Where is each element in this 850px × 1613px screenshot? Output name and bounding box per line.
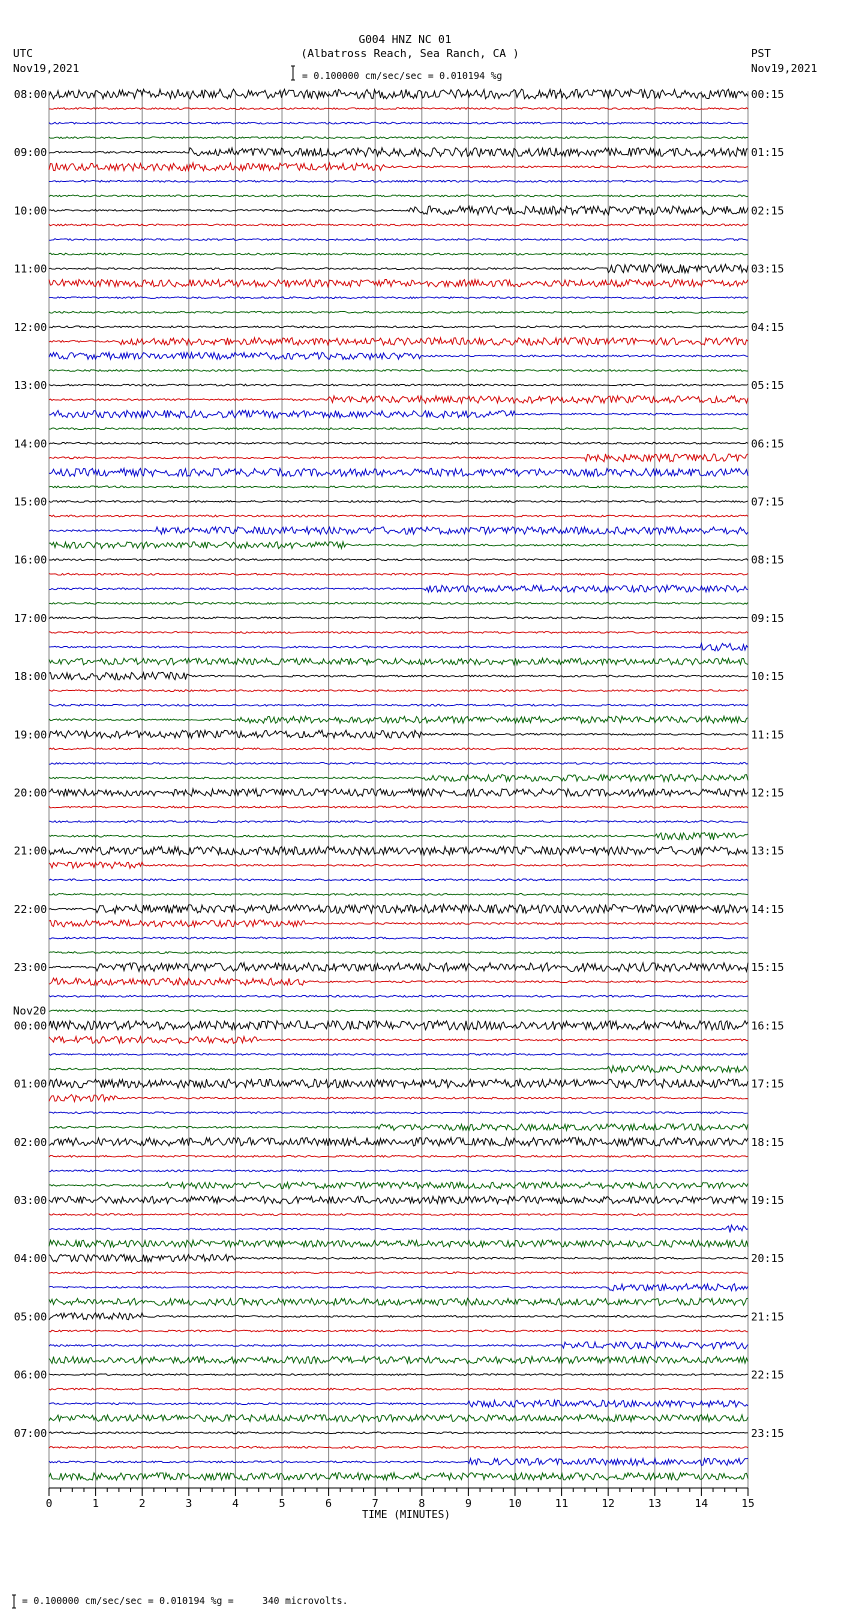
trace-line xyxy=(49,297,748,299)
trace-line xyxy=(49,1196,748,1203)
trace-line xyxy=(49,690,748,692)
trace-line xyxy=(49,515,748,517)
trace-line xyxy=(49,937,748,939)
x-tick-label: 9 xyxy=(465,1497,472,1510)
pst-hour-label: 23:15 xyxy=(751,1426,785,1440)
pst-hour-label: 00:15 xyxy=(751,88,785,101)
x-tick-label: 0 xyxy=(45,1497,53,1510)
trace-line xyxy=(49,1021,748,1030)
x-tick-label: 11 xyxy=(554,1497,569,1510)
trace-line xyxy=(49,763,748,765)
utc-hour-label: 03:00 xyxy=(13,1193,47,1207)
pst-hour-label: 01:15 xyxy=(751,146,785,160)
pst-hour-label: 19:15 xyxy=(751,1193,785,1207)
trace-line xyxy=(49,1446,748,1448)
right-timezone: PST xyxy=(751,47,771,60)
trace-line xyxy=(49,1432,748,1434)
utc-hour-label: 08:00 xyxy=(13,88,47,101)
trace-line xyxy=(49,920,748,927)
trace-line xyxy=(49,833,748,840)
utc-hour-label: 22:00 xyxy=(13,902,47,916)
pst-hour-label: 16:15 xyxy=(751,1019,785,1033)
trace-line xyxy=(49,730,748,738)
pst-hour-label: 22:15 xyxy=(751,1368,785,1382)
footer-scale-note: = 0.100000 cm/sec/sec = 0.010194 %g = 340 microvolts. xyxy=(22,1596,349,1607)
trace-line xyxy=(49,1374,748,1376)
utc-hour-label: 23:00 xyxy=(13,961,47,975)
trace-line xyxy=(49,1095,748,1102)
trace-line xyxy=(49,995,748,997)
trace-line xyxy=(49,148,748,157)
x-tick-label: 6 xyxy=(325,1497,332,1510)
trace-line xyxy=(49,862,748,869)
trace-line xyxy=(49,1054,748,1056)
trace-line xyxy=(49,1124,748,1131)
trace-line xyxy=(49,1066,748,1073)
trace-line xyxy=(49,486,748,488)
utc-hour-label: 19:00 xyxy=(13,728,47,742)
station-title: G004 HNZ NC 01 xyxy=(358,33,452,46)
trace-line xyxy=(49,643,748,650)
trace-line xyxy=(49,410,748,418)
trace-line xyxy=(49,632,748,634)
utc-hour-label: 02:00 xyxy=(13,1135,47,1149)
trace-line xyxy=(49,1255,748,1262)
trace-line xyxy=(49,879,748,881)
trace-line xyxy=(49,1272,748,1274)
trace-line xyxy=(49,122,748,124)
trace-line xyxy=(49,894,748,896)
pst-hour-label: 21:15 xyxy=(751,1310,785,1324)
utc-hour-label: 05:00 xyxy=(13,1310,47,1324)
trace-line xyxy=(49,1036,748,1043)
trace-line xyxy=(49,704,748,706)
trace-line xyxy=(49,224,748,226)
pst-hour-label: 14:15 xyxy=(751,902,785,916)
trace-line xyxy=(49,370,748,372)
trace-line xyxy=(49,617,748,619)
trace-line xyxy=(49,789,748,796)
pst-hour-label: 02:15 xyxy=(751,204,785,218)
utc-hour-label: 13:00 xyxy=(13,379,47,393)
pst-hour-label: 03:15 xyxy=(751,262,785,276)
pst-hour-label: 18:15 xyxy=(751,1135,785,1149)
trace-line xyxy=(49,602,748,604)
right-date: Nov19,2021 xyxy=(751,62,818,75)
x-tick-label: 14 xyxy=(694,1497,709,1510)
x-tick-label: 8 xyxy=(418,1497,426,1510)
x-tick-label: 7 xyxy=(371,1497,379,1510)
trace-line xyxy=(49,180,748,182)
trace-line xyxy=(49,1284,748,1291)
utc-hour-label: 16:00 xyxy=(13,553,47,567)
trace-line xyxy=(49,468,748,476)
utc-hour-label: 21:00 xyxy=(13,844,47,858)
trace-line xyxy=(49,253,748,255)
pst-hour-label: 04:15 xyxy=(751,320,785,334)
trace-line xyxy=(49,585,748,592)
trace-line xyxy=(49,206,748,215)
trace-line xyxy=(49,1010,748,1012)
x-tick-label: 5 xyxy=(278,1497,286,1510)
scale-text: = 0.100000 cm/sec/sec = 0.010194 %g xyxy=(302,71,503,82)
trace-line xyxy=(49,1240,748,1247)
trace-line xyxy=(49,559,748,561)
utc-hour-label: 11:00 xyxy=(13,262,47,276)
trace-line xyxy=(49,658,748,665)
trace-line xyxy=(49,195,748,197)
trace-line xyxy=(49,1473,748,1481)
utc-hour-label: 18:00 xyxy=(13,670,47,684)
trace-line xyxy=(49,1458,748,1465)
pst-hour-label: 12:15 xyxy=(751,786,785,800)
trace-line xyxy=(49,774,748,781)
x-tick-label: 4 xyxy=(232,1497,239,1510)
trace-line xyxy=(49,454,748,462)
utc-hour-label: 00:00 xyxy=(13,1019,47,1033)
trace-line xyxy=(49,1400,748,1407)
trace-line xyxy=(49,1225,748,1232)
x-tick-label: 12 xyxy=(601,1497,615,1510)
station-location: (Albatross Reach, Sea Ranch, CA ) xyxy=(300,47,520,60)
utc-hour-label: 06:00 xyxy=(13,1368,47,1382)
trace-line xyxy=(49,1138,748,1146)
trace-line xyxy=(49,847,748,855)
trace-line xyxy=(49,338,748,346)
pst-hour-label: 13:15 xyxy=(751,844,785,858)
pst-hour-label: 10:15 xyxy=(751,670,785,684)
trace-line xyxy=(49,137,748,139)
trace-line xyxy=(49,573,748,575)
trace-line xyxy=(49,905,748,914)
trace-line xyxy=(49,501,748,503)
x-tick-label: 15 xyxy=(741,1497,755,1510)
utc-hour-label: 20:00 xyxy=(13,786,47,800)
trace-line xyxy=(49,672,748,680)
x-axis-label: TIME (MINUTES) xyxy=(362,1509,451,1521)
trace-line xyxy=(49,1415,748,1422)
pst-hour-label: 09:15 xyxy=(751,611,785,625)
x-tick-label: 3 xyxy=(185,1497,193,1510)
trace-line xyxy=(49,806,748,808)
pst-hour-label: 05:15 xyxy=(751,379,785,393)
utc-hour-label: 10:00 xyxy=(13,204,47,218)
trace-line xyxy=(49,280,748,287)
trace-line xyxy=(49,239,748,241)
trace-line xyxy=(49,1388,748,1390)
pst-hour-label: 15:15 xyxy=(751,961,785,975)
trace-line xyxy=(49,264,748,273)
trace-line xyxy=(49,1342,748,1349)
trace-line xyxy=(49,1313,748,1320)
pst-hour-label: 11:15 xyxy=(751,728,785,742)
utc-hour-label: 07:00 xyxy=(13,1426,47,1440)
utc-hour-label: 04:00 xyxy=(13,1252,47,1266)
utc-hour-label: 12:00 xyxy=(13,320,47,334)
date-change-label: Nov20 xyxy=(13,1004,47,1018)
pst-hour-label: 06:15 xyxy=(751,437,785,451)
utc-hour-label: 09:00 xyxy=(13,146,47,160)
trace-line xyxy=(49,821,748,823)
trace-line xyxy=(49,1112,748,1114)
trace-line xyxy=(49,384,748,386)
x-tick-label: 10 xyxy=(508,1497,522,1510)
trace-line xyxy=(49,163,748,171)
trace-line xyxy=(49,1170,748,1172)
trace-line xyxy=(49,428,748,430)
trace-line xyxy=(49,1079,748,1088)
x-tick-label: 13 xyxy=(648,1497,662,1510)
trace-line xyxy=(49,1214,748,1216)
trace-line xyxy=(49,978,748,985)
pst-hour-label: 08:15 xyxy=(751,553,785,567)
trace-line xyxy=(49,396,748,403)
pst-hour-label: 20:15 xyxy=(751,1252,785,1266)
utc-hour-label: 15:00 xyxy=(13,495,47,509)
trace-line xyxy=(49,108,748,110)
trace-line xyxy=(49,326,748,328)
pst-hour-label: 17:15 xyxy=(751,1077,785,1091)
x-tick-label: 1 xyxy=(92,1497,99,1510)
trace-line xyxy=(49,952,748,954)
trace-line xyxy=(49,527,748,534)
trace-line xyxy=(49,1330,748,1332)
trace-line xyxy=(49,352,748,359)
trace-line xyxy=(49,1155,748,1157)
utc-hour-label: 14:00 xyxy=(13,437,47,451)
trace-line xyxy=(49,311,748,313)
trace-line xyxy=(49,1298,748,1305)
left-timezone: UTC xyxy=(13,47,33,60)
trace-line xyxy=(49,442,748,444)
left-date: Nov19,2021 xyxy=(13,62,80,75)
trace-line xyxy=(49,748,748,750)
utc-hour-label: 01:00 xyxy=(13,1077,47,1091)
trace-line xyxy=(49,1357,748,1364)
x-tick-label: 2 xyxy=(138,1497,146,1510)
trace-line xyxy=(49,89,748,99)
trace-line xyxy=(49,716,748,723)
trace-line xyxy=(49,542,748,549)
pst-hour-label: 07:15 xyxy=(751,495,785,509)
trace-line xyxy=(49,1182,748,1189)
utc-hour-label: 17:00 xyxy=(13,611,47,625)
trace-line xyxy=(49,963,748,972)
